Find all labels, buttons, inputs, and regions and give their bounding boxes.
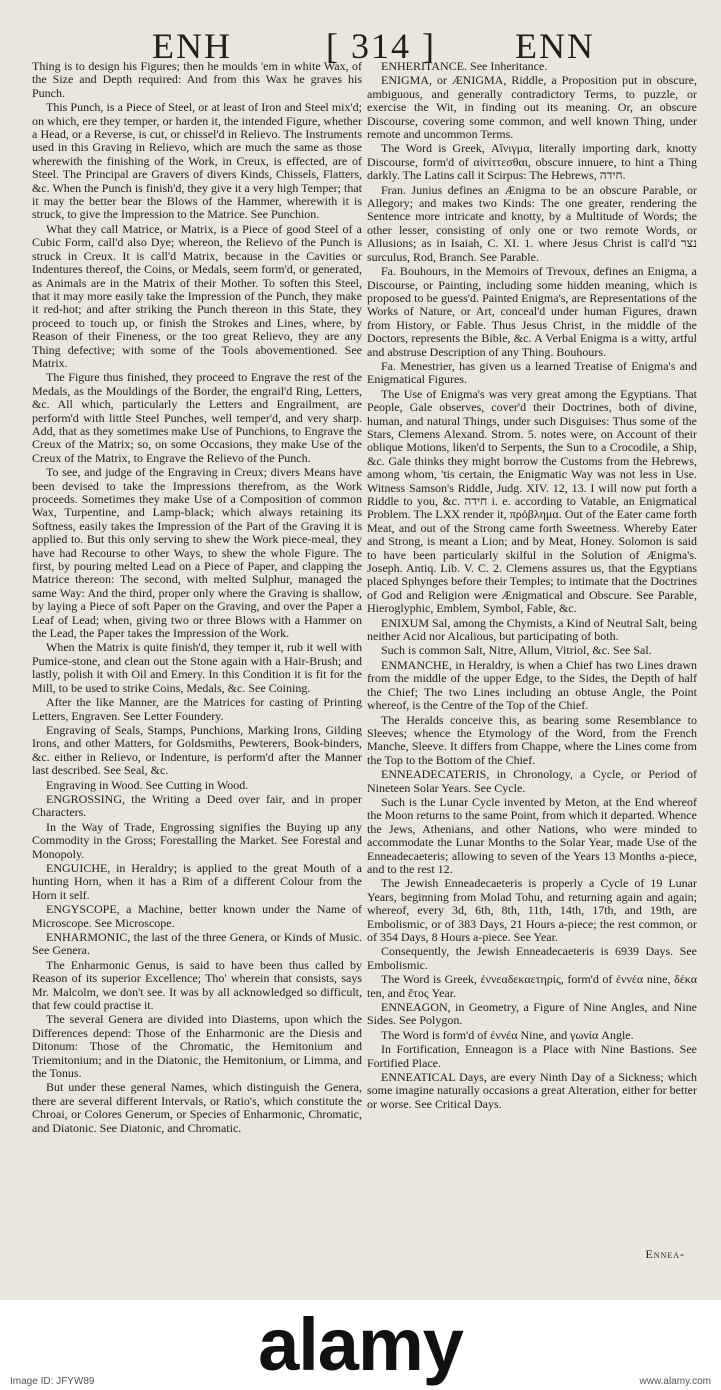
stock-watermark-banner [0,1300,721,1390]
paragraph: Engraving in Wood. See Cutting in Wood. [46,777,249,792]
paragraph: ENNEAGON, in Geometry, a Figure of Nine Angles, and Nine Sides. See Polygon. [367,1000,697,1028]
paragraph: The several Genera are divided into Diastems, upon which the Differences depend: Those of the Enharmonic are the Diesis and Ditonum: Those of the Chromatic, the Hemitonium and Triemitonium; and in the Diatonic, the Hemitonium, or Limma, and the Tonus. [32,1012,362,1081]
left-column [32,60,362,1270]
paragraph: In the Way of Trade, Engrossing signifies the Buying up any Commodity in the Gross; Forestalling the Market. See Forestal and Monopoly. [32,819,362,861]
paragraph: Thing is to design his Figures; then he moulds 'em in white Wax, of the Size and Depth required: And from this Wax he graves his Punch. [32,60,362,100]
paragraph: The Enharmonic Genus, is said to have been thus called by Reason of its superior Excellence; Tho' wherein that consists, says Mr. Malcolm, we don't see. It was by all acknowledged so difficult, that few could practise it. [32,957,362,1013]
paragraph: When the Matrix is quite finish'd, they temper it, rub it well with Pumice-stone, and clean out the Stone again with a Hair-Brush; and lastly, polish it with Oil and Emery. In this Condition it is fit for the Mill, to be used to strike Coins, Medals, &c. See Coining. [32,640,362,695]
paragraph: Such is the Lunar Cycle invented by Meton, at the End whereof the Moon returns to the same Point, from which it departed. Whence the Jews, Athenians, and other Nations, who were minded to accommodate the Lunar Months to the Solar Year, made Use of the Enneadecaeteris; allowing to seven of the Years 13 Months a-piece, and to the rest 12. [367,794,697,876]
paragraph: Such is common Salt, Nitre, Allum, Vitriol, &c. See Sal. [381,643,652,658]
page-number: [ 314 ] [326,26,436,66]
paragraph: The Figure thus finished, they proceed to Engrave the rest of the Medals, as the Mouldings of the Border, the engrail'd Ring, Letters, &c. All which, particularly the Letters and Engrailment, are perform'd with little Steel Punches, well temper'd, and very sharp. Add, that as they sometimes make Use of Punchions, to Engrave the Creux of the Matrix; so, on some Occasions, they make Use of the Creux of the Matrix, to Engrave the Relievo of the Punch. [32,370,362,465]
paragraph: ENIXUM Sal, among the Chymists, a Kind of Neutral Salt, being neither Acid nor Alcalious, but participating of both. [367,615,697,644]
paragraph: ENIGMA, or ÆNIGMA, Riddle, a Proposition put in obscure, ambiguous, and generally contradictory Terms, to puzzle, or exercise the Wit, in finding out its meaning. Or, an obscure Discourse, covering some common, and well known Thing, under remote and uncommon Terms. [367,73,697,142]
paragraph: This Punch, is a Piece of Steel, or at least of Iron and Steel mix'd; on which, ere they temper, or harden it, the intended Figure, whether a Head, or a Reverse, is cut, or chissel'd in Relievo. The Instruments used in this Graving in Relievo, which are much the same as those wherewith the finishing of the Work, in Creux, is effected, are of Steel. The Principal are Gravers of divers Kinds, Chissels, Flatters, &c. When the Punch is finish'd, they give it a very high Temper; that it may the better bear the Blows of the Hammer, wherewith it is struck, to give the Impression to the Matrice. See Punchion. [32,100,362,222]
paragraph: The Heralds conceive this, as bearing some Resemblance to Sleeves; whence the Etymology of the Word, from the French Manche, Sleeve. It differs from Chappe, where the Lines come from the Top to the Bottom of the Chief. [367,712,697,767]
paragraph: ENHERITANCE. See Inheritance. [381,60,548,73]
paragraph: ENGYSCOPE, a Machine, better known under the Name of Microscope. See Microscope. [32,902,362,930]
paragraph: ENHARMONIC, the last of the three Genera, or Kinds of Music. See Genera. [32,930,362,958]
paragraph: ENMANCHE, in Heraldry, is when a Chief has two Lines drawn from the middle of the upper Edge, to the Sides, the Depth of half the Chief; The two Lines including an obtuse Angle, the Point whereof, is the Centre of the Top of the Chief. [367,657,697,713]
paragraph: After the like Manner, are the Matrices for casting of Printing Letters, Engraven. See Letter Foundery. [32,695,362,723]
header-left-guide-word: ENH [152,26,232,66]
watermark-url: www.alamy.com [639,1376,711,1387]
catchword: Ennea- [645,1247,685,1261]
header-right-guide-word: ENN [515,26,595,66]
paragraph: ENGUICHE, in Heraldry; is applied to the great Mouth of a hunting Horn, when it has a Rim of a different Colour from the Horn it self. [32,860,362,902]
paragraph: The Word is Greek, ἐννεαδεκαετηρίς, form'd of ἐννέα nine, δέκα ten, and ἔτος Year. [367,972,697,1000]
paragraph: Fa. Bouhours, in the Memoirs of Trevoux, defines an Enigma, a Discourse, or Painting, including some hidden meaning, which is proposed to be guess'd. Painted Enigma's, are Representations of the Works of Nature, or Art, conceal'd under human Figures, drawn from History, or Fable. Thus Jesus Christ, in the middle of the Doctors, represents the Bible, &c. A Verbal Enigma is a witty, artful and abstruse Description of any Thing. Bouhours. [367,264,697,359]
right-column [367,60,697,1270]
paragraph: The Jewish Enneadecaeteris is properly a Cycle of 19 Lunar Years, beginning from Molad Tohu, and returning again and again; whereof, every 3d, 6th, 8th, 11th, 14th, 17th, and 19th, are Embolismic, or of 383 Days, 21 Hours a-piece; the rest common, or of 354 Days, 8 Hours a-piece. See Year. [367,876,697,944]
paragraph: Fa. Menestrier, has given us a learned Treatise of Enigma's and Enigmatical Figures. [367,358,697,387]
paragraph: The Word is Greek, Αἴνιγμα, literally importing dark, knotty Discourse, form'd of αἰνίττεσθαι, obscure innuere, to hint a Thing darkly. The Latins call it Scirpus: The Hebrews, חידה. [367,141,697,183]
paragraph: What they call Matrice, or Matrix, is a Piece of good Steel of a Cubic Form, call'd also Dye; whereon, the Relievo of the Punch is struck in Creux. It is call'd Matrix, because in the Cavities or Indentures thereof, the Coins, or Medals, seem form'd, or generated, as Animals are in the Matrix of their Mother. To soften this Steel, that it may more easily take the Impression of the Punch, they make it red-hot; and after striking the Punch thereon in this State, they proceed to touch up, or finish the Strokes and Lines, where, by Reason of their Fineness, or the too great Relievo, they are any Thing defective; with some of the Tools abovementioned. See Matrix. [32,221,362,370]
paragraph: Engraving of Seals, Stamps, Punchions, Marking Irons, Gilding Irons, and other Matters, for Goldsmiths, Pewterers, Book-binders, &c. either in Relievo, or Indenture, is perform'd after the Manner last described. See Seal, &c. [32,722,362,778]
paragraph: The Word is form'd of ἐννέα Nine, and γωνία Angle. [381,1027,634,1042]
paragraph: In Fortification, Enneagon is a Place with Nine Bastions. See Fortified Place. [367,1042,697,1070]
paragraph: ENNEATICAL Days, are every Ninth Day of a Sickness; which some imagine naturally occasions a great Alteration, either for better or worse. See Critical Days. [367,1070,697,1111]
watermark-logo: alamy [258,1303,463,1386]
paragraph: But under these general Names, which distinguish the Genera, there are several different Intervals, or Ratio's, which constitute the Chroai, or Colores Generum, or Species of Enharmonic, Chromatic, and Diatonic. See Diatonic, and Chromatic. [32,1080,362,1135]
paragraph: The Use of Enigma's was very great among the Egyptians. That People, Gale observes, cover'd their Doctrines, both of divine, human, and natural Things, under such Disguises: Thus some of the Stars, Clemens Alexand. Strom. 5. notes were, on Account of their oblique Motions, liken'd to Serpents, the Sun to a Crocodile, a Ship, &c. Gale thinks they might borrow the Customs from the Hebrews, among whom, 'tis certain, the Enigmatic Way was not less in Use. Witness Samson's Riddle, Judg. XIV. 12, 13. I will now put forth a Riddle to you, &c. חידה i. e. according to Vatable, an Enigmatical Problem. The LXX render it, πρόβλημα. Out of the Eater came forth Meat, and out of the Strong came forth Sweetness. Whereby Eater and Strong, is meant a Lion; and by Meat, Honey. Solomon is said to have been particularly skilful in the Solution of Ænigma's. Joseph. Antiq. Lib. V. C. 2. Clemens assures us, that the Egyptians placed Sphynges before their Temples; to intimate that the Doctrines of God and Religion were Ænigmatical and Obscure. See Parable, Hieroglyphic, Emblem, Symbol, Fable, &c. [367,386,697,616]
paragraph: Fran. Junius defines an Ænigma to be an obscure Parable, or Allegory; and makes two Kinds: The one greater, rendering the Sentence more intricate and knotty, by a Multitude of Words; the other lesser, consisting of only one or two remote Words, or Allusions; as in Isaiah, C. XI. 1. where Jesus Christ is call'd נצר surculus, Rod, Branch. See Parable. [367,182,697,264]
watermark-image-id: Image ID: JFYW89 [10,1376,95,1387]
paragraph: ENNEADECATERIS, in Chronology, a Cycle, or Period of Nineteen Solar Years. See Cycle. [367,767,697,795]
paragraph: To see, and judge of the Engraving in Creux; divers Means have been devised to take the Impressions therefrom, as the Work proceeds. Sometimes they make Use of a Composition of common Wax, Turpentine, and Lamp-black; which always retaining its Softness, easily takes the Impression of the Part of the Graving it is applied to. But this only serving to shew the Work piece-meal, they have had Recourse to other Ways, to shew the whole Figure. The first, by pouring melted Lead on a Piece of Paper, and clapping the Matrice thereon: The second, with melted Sulphur, managed the same Way: And the third, proper only where the Graving is shallow, by laying a Piece of soft Paper on the Graving, and over the Paper a Leaf of Lead; when, giving two or three Blows with a Hammer on the Lead, the Paper takes the Impression of the Work. [32,465,362,641]
paragraph: Consequently, the Jewish Enneadecaeteris is 6939 Days. See Embolismic. [367,944,697,972]
paragraph: ENGROSSING, the Writing a Deed over fair, and in proper Characters. [32,791,362,820]
